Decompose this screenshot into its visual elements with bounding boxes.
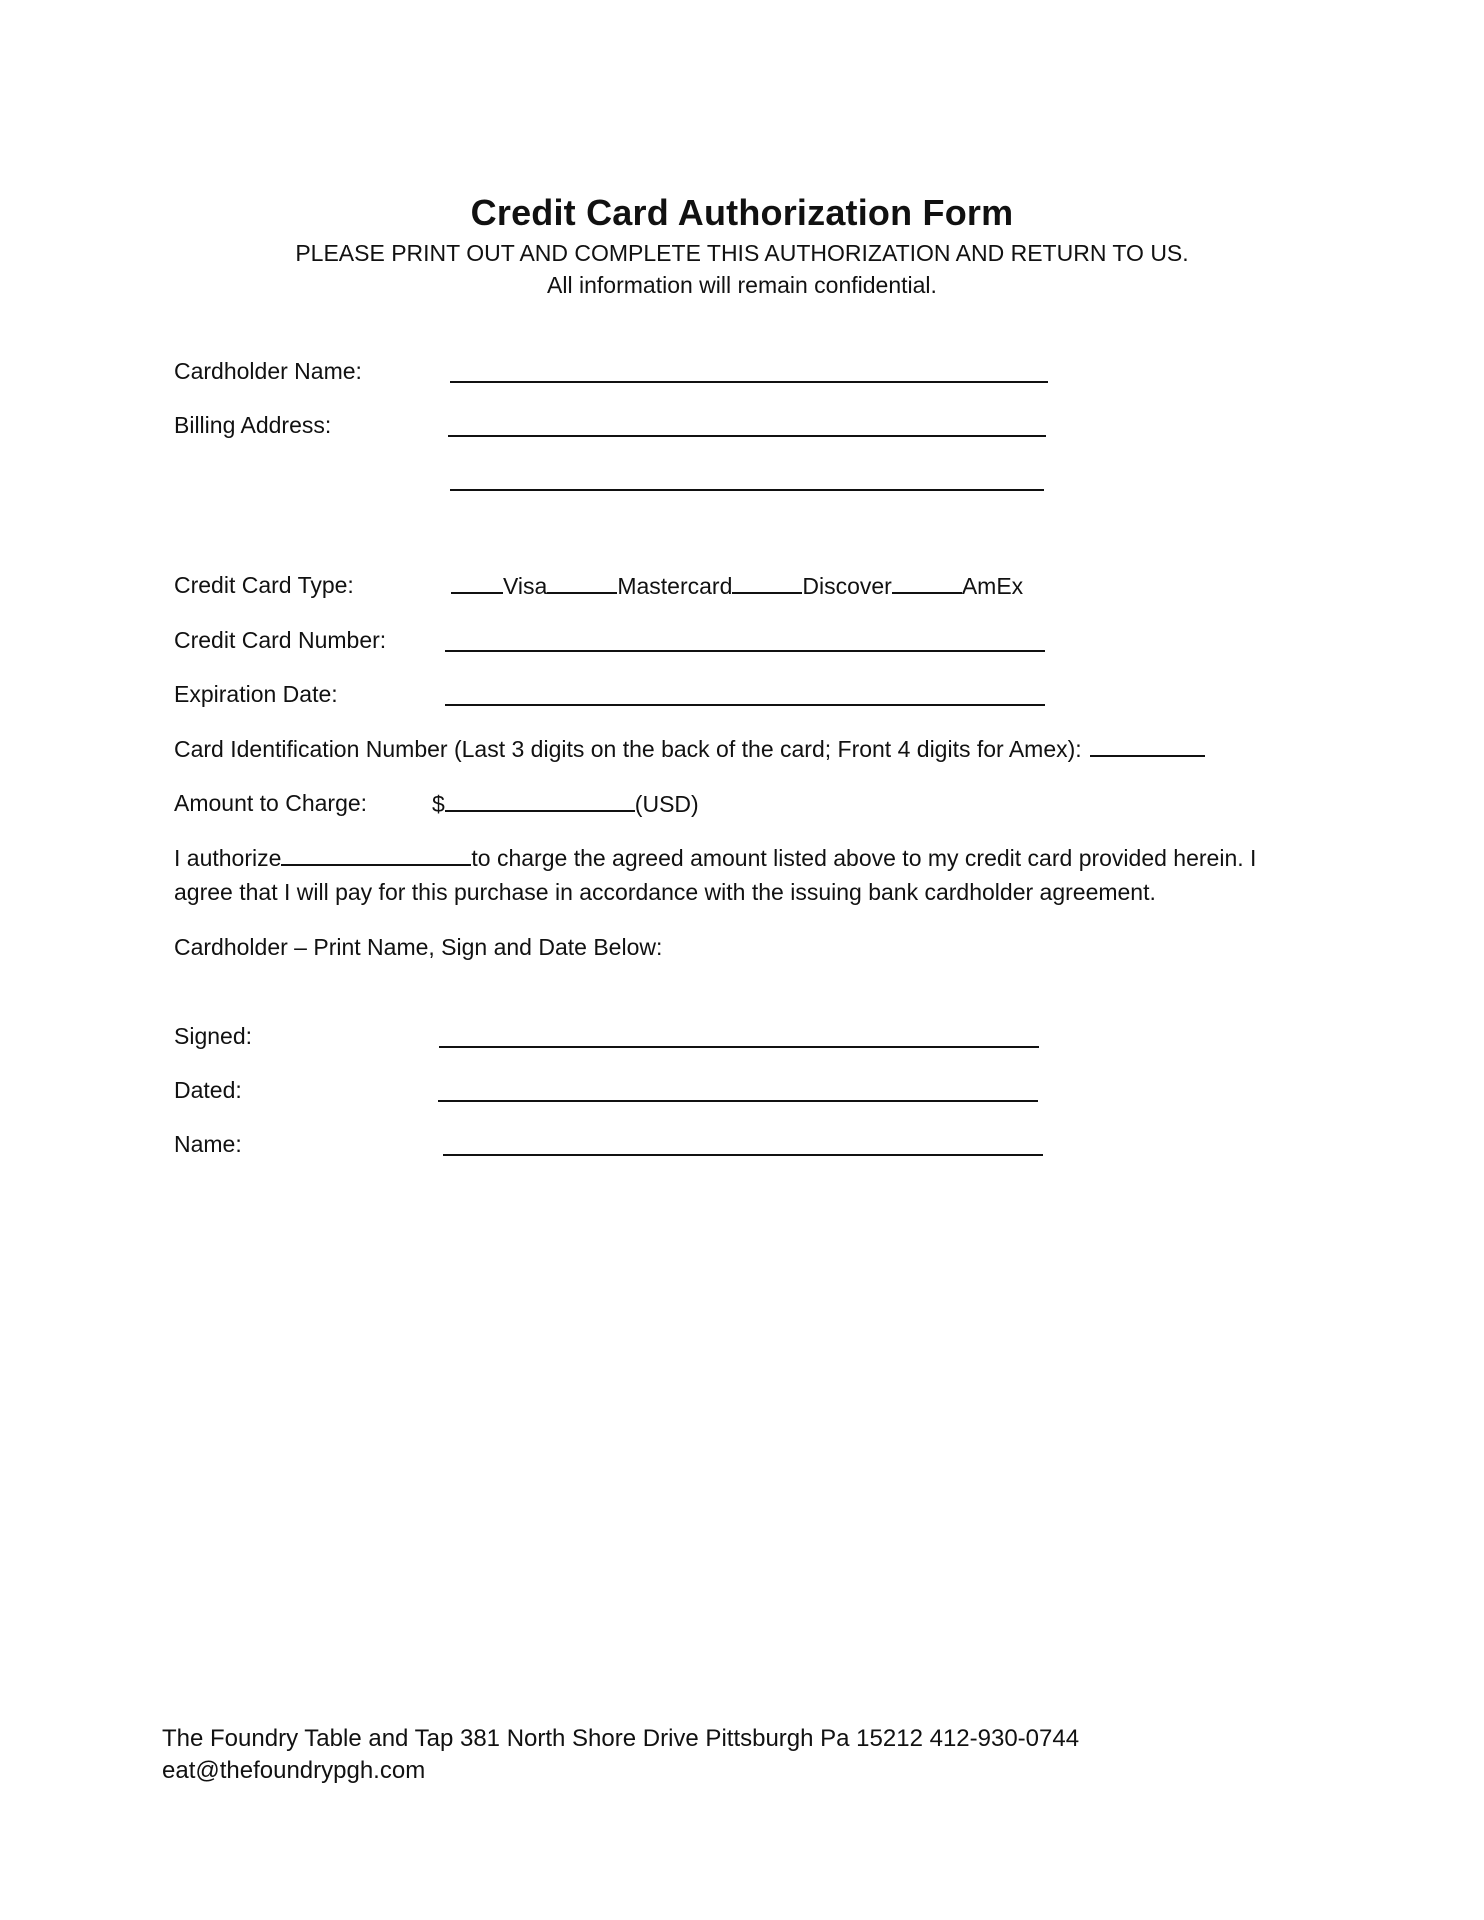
billing-address-line-1[interactable] — [448, 435, 1046, 437]
discover-option-label: Discover — [802, 573, 892, 599]
signature-line[interactable] — [439, 1046, 1039, 1048]
amount-line[interactable] — [445, 790, 635, 812]
card-number-label: Credit Card Number: — [174, 627, 387, 653]
date-line[interactable] — [438, 1100, 1038, 1102]
cin-label: Card Identification Number (Last 3 digits on the back of the card; Front 4 digits for Amex): — [174, 736, 1082, 762]
print-name-line[interactable] — [443, 1154, 1043, 1156]
authorization-line-1 — [174, 844, 1256, 872]
discover-blank[interactable] — [732, 572, 802, 594]
footer-email: eat@thefoundrypgh.com — [162, 1757, 426, 1784]
name-label: Name: — [174, 1131, 242, 1157]
amex-blank[interactable] — [892, 572, 962, 594]
currency-code: (USD) — [634, 791, 699, 817]
amex-option-label: AmEx — [961, 573, 1024, 599]
visa-option-label: Visa — [503, 573, 548, 599]
visa-blank[interactable] — [451, 572, 503, 594]
cardholder-name-line[interactable] — [450, 381, 1048, 383]
expiration-date-line[interactable] — [445, 704, 1045, 706]
dated-label: Dated: — [174, 1077, 242, 1103]
amount-label: Amount to Charge: — [174, 790, 368, 816]
amount-row — [432, 790, 699, 818]
mastercard-blank[interactable] — [547, 572, 617, 594]
confidential-note: All information will remain confidential. — [547, 272, 937, 298]
signature-instruction: Cardholder – Print Name, Sign and Date Below: — [174, 934, 663, 960]
expiration-date-label: Expiration Date: — [174, 681, 338, 707]
card-number-line[interactable] — [445, 650, 1045, 652]
authorization-rest: to charge the agreed amount listed above to my credit card provided herein. I — [471, 845, 1257, 871]
card-type-options — [451, 572, 1023, 600]
card-type-label: Credit Card Type: — [174, 572, 354, 598]
cin-row — [174, 735, 1205, 763]
authorization-prefix: I authorize — [174, 845, 282, 871]
cin-line[interactable] — [1090, 735, 1205, 757]
footer-address: The Foundry Table and Tap 381 North Shore Drive Pittsburgh Pa 15212 412-930-0744 — [162, 1725, 1080, 1752]
signed-label: Signed: — [174, 1023, 253, 1049]
form-instructions: PLEASE PRINT OUT AND COMPLETE THIS AUTHORIZATION AND RETURN TO US. — [295, 240, 1189, 266]
currency-symbol: $ — [432, 791, 445, 817]
mastercard-option-label: Mastercard — [617, 573, 733, 599]
billing-address-line-2[interactable] — [450, 489, 1044, 491]
billing-address-label: Billing Address: — [174, 412, 332, 438]
authorization-line-2: agree that I will pay for this purchase in accordance with the issuing bank cardholder agreement. — [174, 879, 1156, 905]
cardholder-name-label: Cardholder Name: — [174, 358, 362, 384]
merchant-name-line[interactable] — [281, 844, 471, 866]
form-title: Credit Card Authorization Form — [470, 192, 1014, 233]
